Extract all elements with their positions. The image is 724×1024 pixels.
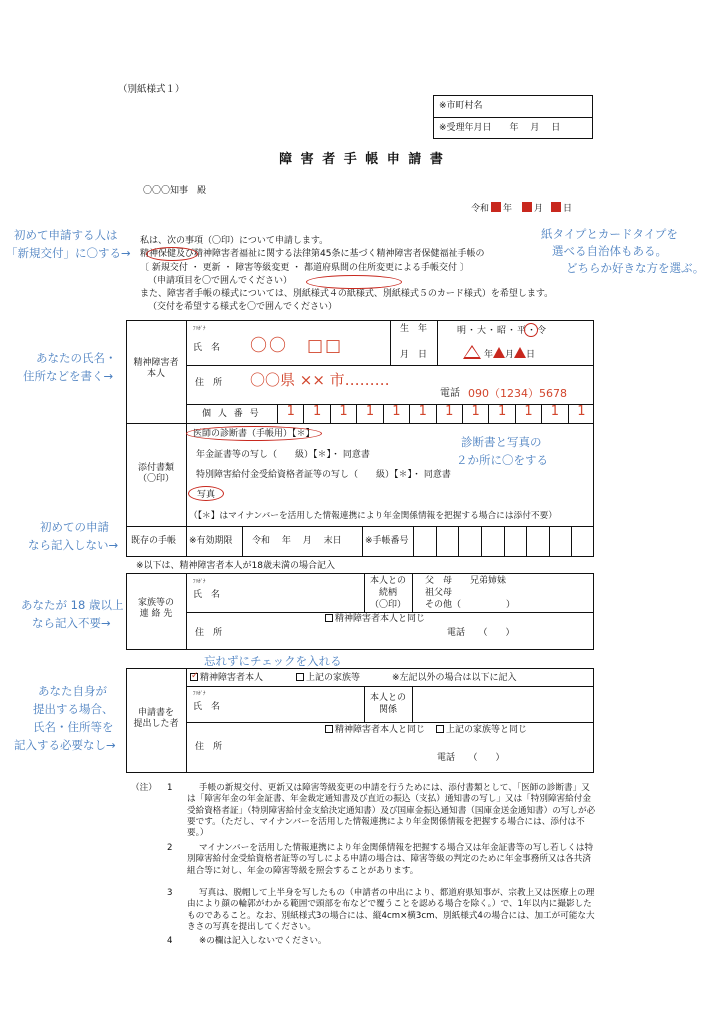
id-digit-box[interactable] bbox=[409, 404, 435, 424]
submitter-same-family[interactable] bbox=[436, 725, 527, 736]
note-num-2: 2 bbox=[167, 843, 173, 853]
checkbox[interactable] bbox=[296, 673, 304, 681]
attach-photo: 写真 bbox=[197, 490, 216, 500]
annotation-submitter-1: あなた自身が bbox=[38, 684, 107, 698]
office-received-label: ※受理年月日 年 月 日 bbox=[439, 123, 561, 133]
applicant-phone-value[interactable]: 090（1234）5678 bbox=[468, 387, 567, 400]
family-name-label: 氏 名 bbox=[193, 590, 221, 600]
annotation-submitter-3: 氏名・住所等を bbox=[33, 720, 114, 734]
attachments-section-label: 添付書類 （〇印） bbox=[137, 463, 174, 485]
applicant-furigana: ﾌﾘｶﾞﾅ bbox=[193, 326, 206, 332]
date-year: 年 bbox=[503, 204, 513, 214]
submitter-same-self-label: 精神障害者本人と同じ bbox=[335, 725, 426, 735]
birth-month: 月 bbox=[505, 350, 515, 360]
annotation-new-issue-2: 「新規交付」に〇する→ bbox=[6, 246, 131, 260]
family-phone-label: 電話 （ ） bbox=[447, 628, 515, 638]
intro-line-1: 私は、次の事項（〇印）について申請します。 bbox=[140, 236, 329, 247]
attach-pension-cert: 年金証書等の写し（ 級）【＊】・ 同意書 bbox=[196, 450, 370, 460]
checkbox[interactable] bbox=[325, 614, 333, 622]
id-number-label: 個 人 番 号 bbox=[202, 409, 261, 419]
family-same-label: 精神障害者本人と同じ bbox=[335, 614, 426, 624]
annotation-attach-1: 診断書と写真の bbox=[461, 435, 542, 449]
id-digit-box[interactable] bbox=[462, 404, 488, 424]
applicant-name-label: 氏 名 bbox=[193, 343, 221, 353]
submitter-opt-family-label: 上記の家族等 bbox=[306, 673, 361, 683]
attach-note: （【＊】はマイナンバーを活用した情報連携により年金関係情報を把握する場合には添付不要） bbox=[189, 511, 557, 521]
id-digit-box[interactable] bbox=[568, 404, 594, 424]
existing-card-label: 既存の手帳 bbox=[131, 536, 177, 546]
annotation-check: 忘れずにチェックを入れる bbox=[204, 654, 342, 668]
id-digit-box[interactable] bbox=[303, 404, 329, 424]
date-line bbox=[471, 202, 572, 215]
mark-triangle-month bbox=[493, 347, 505, 358]
family-address-label: 住 所 bbox=[195, 628, 223, 638]
note-text-3: 写真は、脱帽して上半身を写したもの（申請者の申出により、都道府県知事が、宗教上又は医療上の理由により顔の輪郭がわかる範囲で頭部を布などで覆うことを認める場合を除く。）で、1年以内に撮影したものであること。なお、別紙様式3の場合には、縦4cm×横3cm、別紙様式4の場合には、加工が可能な大きさの写真を提出してください。 bbox=[187, 888, 595, 933]
family-section-label: 家族等の 連 絡 先 bbox=[137, 598, 174, 620]
intro-line-2: 精神保健及び精神障害者福祉に関する法律第45条に基づく精神障害者保健福祉手帳の bbox=[140, 249, 485, 260]
mark-square-day bbox=[551, 202, 561, 212]
id-digit: 1 bbox=[339, 404, 348, 419]
mark-square-month bbox=[522, 202, 532, 212]
minor-note: ※以下は、精神障害者本人が18歳未満の場合記入 bbox=[136, 561, 335, 571]
era-options: 明・大・昭・平・令 bbox=[457, 326, 548, 336]
submitter-opt-family[interactable] bbox=[296, 673, 360, 684]
circle-paper-format bbox=[306, 275, 402, 289]
id-digit-box[interactable] bbox=[488, 404, 514, 424]
note-num-1: 1 bbox=[167, 783, 173, 793]
applicant-address-value[interactable]: 〇〇県 ×× 市……… bbox=[250, 371, 390, 389]
submitter-address-label: 住 所 bbox=[195, 742, 223, 752]
id-digit-box[interactable] bbox=[541, 404, 567, 424]
annotation-family-1: あなたが 18 歳以上 bbox=[21, 598, 124, 612]
note-num-4: 4 bbox=[167, 936, 173, 946]
date-month: 月 bbox=[534, 204, 544, 214]
submitter-opt-other: ※左記以外の場合は以下に記入 bbox=[392, 673, 517, 683]
birth-label-2: 月 日 bbox=[400, 350, 428, 360]
annotation-attach-2: ２か所に〇をする bbox=[456, 453, 548, 467]
birth-date-line bbox=[484, 347, 535, 361]
form-number: （別紙様式１） bbox=[118, 84, 185, 95]
id-digit-box[interactable] bbox=[356, 404, 382, 424]
mark-triangle-day bbox=[514, 347, 526, 358]
attach-doctor-cert: 医師の診断書（手帳用）【＊】 bbox=[193, 429, 315, 439]
applicant-address-label: 住 所 bbox=[195, 378, 223, 388]
submitter-section-label: 申請書を 提出した者 bbox=[133, 708, 179, 730]
intro-line-5: また、障害者手帳の様式については、別紙様式４の紙様式、別紙様式５のカード様式）を希望します。 bbox=[140, 289, 554, 300]
note-num-3: 3 bbox=[167, 888, 173, 898]
applicant-section-label: 精神障害者 本人 bbox=[133, 358, 179, 380]
family-relation-label: 本人との 続柄 （〇印） bbox=[369, 576, 406, 610]
note-text-4: ※の欄は記入しないでください。 bbox=[199, 936, 327, 946]
annotation-name-2: 住所などを書く→ bbox=[23, 369, 114, 383]
id-digit: 1 bbox=[286, 404, 295, 419]
existing-number-cells[interactable] bbox=[413, 526, 594, 557]
id-digit-box[interactable] bbox=[330, 404, 356, 424]
id-digit-box[interactable] bbox=[436, 404, 462, 424]
birth-day: 日 bbox=[526, 350, 536, 360]
id-digit: 1 bbox=[471, 404, 480, 419]
circle-photo bbox=[188, 486, 224, 501]
annotation-existing-1: 初めての申請 bbox=[40, 520, 109, 534]
annotation-new-issue-1: 初めて申請する人は bbox=[14, 228, 118, 242]
id-digit: 1 bbox=[365, 404, 375, 419]
circle-doctor-cert bbox=[186, 426, 322, 441]
annotation-format-3: どちらか好きな方を選ぶ。 bbox=[566, 261, 705, 275]
family-furigana: ﾌﾘｶﾞﾅ bbox=[193, 579, 206, 585]
id-digit-box[interactable] bbox=[515, 404, 541, 424]
existing-validity-date: 令和 年 月 末日 bbox=[252, 536, 342, 546]
submitter-opt-self-label: 精神障害者本人 bbox=[200, 673, 264, 683]
id-digit: 1 bbox=[497, 404, 507, 419]
office-city-label: ※市町村名 bbox=[439, 101, 483, 111]
existing-number-label: ※手帳番号 bbox=[365, 536, 409, 546]
annotation-family-2: なら記入不要→ bbox=[32, 616, 111, 630]
submitter-same-family-label: 上記の家族等と同じ bbox=[446, 725, 528, 735]
annotation-name-1: あなたの氏名・ bbox=[36, 351, 117, 365]
annotation-format-2: 選べる自治体もある。 bbox=[552, 244, 667, 258]
submitter-name-label: 氏 名 bbox=[193, 702, 221, 712]
id-number-cells bbox=[277, 404, 594, 424]
birth-label-1: 生 年 bbox=[400, 324, 428, 334]
birth-year: 年 bbox=[484, 350, 494, 360]
intro-line-3: 〔 新規交付 ・ 更新 ・ 障害等級変更 ・ 都道府県間の住所変更による手帳交付 〕 bbox=[140, 262, 469, 273]
checkbox[interactable] bbox=[436, 725, 444, 733]
attach-benefit-cert: 特別障害給付金受給資格者証等の写し（ 級）【＊】・ 同意書 bbox=[196, 470, 451, 480]
id-digit: 1 bbox=[577, 404, 586, 419]
id-digit: 1 bbox=[418, 404, 427, 419]
intro-line-6: （交付を希望する様式を〇で囲んでください） bbox=[148, 302, 338, 313]
note-text-2: マイナンバーを活用した情報連携により年金関係情報を把握する場合又は年金証書等の写し若しくは特別障害給付金受給資格者証等の写しによる申請の場合は、障害等級の判定のために年金事務所又は各共済組合等に対し、年金の障害等級を照会することがあります。 bbox=[187, 843, 594, 876]
note-text-1: 手帳の新規交付、更新又は障害等級変更の申請を行うためには、添付書類として、「医師の診断書」又は「障害年金の年金証書、年金裁定通知書及び直近の振込（支払）通知書の写し」又は「特別障害給付金受給資格者証」（特別障害給付金支給決定通知書）及び国庫金振込通知書（国庫金送金通知書）の写しが必要です。（ただし、マイナンバーを活用した情報連携により年金関係情報を把握する場合には、添付は不要。） bbox=[187, 783, 596, 839]
annotation-existing-2: なら記入しない→ bbox=[28, 538, 119, 552]
checkbox[interactable]: ✓ bbox=[191, 671, 199, 681]
existing-validity-label: ※有効期限 bbox=[189, 536, 233, 546]
applicant-phone-label: 電話 bbox=[440, 388, 460, 399]
submitter-furigana: ﾌﾘｶﾞﾅ bbox=[193, 691, 206, 697]
id-digit: 1 bbox=[445, 404, 454, 419]
family-relation-options[interactable]: 父 母 兄弟姉妹 祖父母 その他（ ） bbox=[425, 576, 516, 610]
mark-square-year bbox=[491, 202, 501, 212]
page-title: 障 害 者 手 帳 申 請 書 bbox=[279, 152, 445, 167]
submitter-phone-label: 電話 （ ） bbox=[437, 753, 505, 763]
notes-head: （注） bbox=[131, 783, 157, 793]
annotation-submitter-2: 提出する場合、 bbox=[33, 702, 114, 716]
family-same-check[interactable] bbox=[325, 614, 425, 625]
mark-triangle-outline bbox=[463, 345, 481, 359]
intro-line-4: （申請項目を〇で囲んでください） bbox=[148, 275, 293, 286]
id-digit: 1 bbox=[524, 404, 533, 419]
submitter-opt-self[interactable] bbox=[190, 673, 263, 684]
submitter-same-self[interactable] bbox=[325, 725, 425, 736]
circle-new-issue bbox=[146, 247, 198, 261]
circle-era-heisei bbox=[524, 323, 538, 337]
addressee: 〇〇〇知事 殿 bbox=[143, 186, 207, 196]
annotation-format-1: 紙タイプとカードタイプを bbox=[541, 227, 678, 241]
date-prefix: 令和 bbox=[471, 204, 490, 214]
id-digit: 1 bbox=[392, 404, 401, 419]
submitter-relation-label: 本人との 関係 bbox=[369, 693, 406, 715]
id-digit-box[interactable] bbox=[277, 404, 303, 424]
applicant-name-value[interactable]: 〇〇 □□ bbox=[250, 336, 344, 356]
annotation-submitter-4: 記入する必要なし→ bbox=[14, 738, 116, 752]
id-digit: 1 bbox=[550, 404, 560, 419]
date-day: 日 bbox=[563, 204, 573, 214]
checkbox[interactable] bbox=[325, 725, 333, 733]
id-digit: 1 bbox=[312, 404, 322, 419]
id-digit-box[interactable] bbox=[383, 404, 409, 424]
